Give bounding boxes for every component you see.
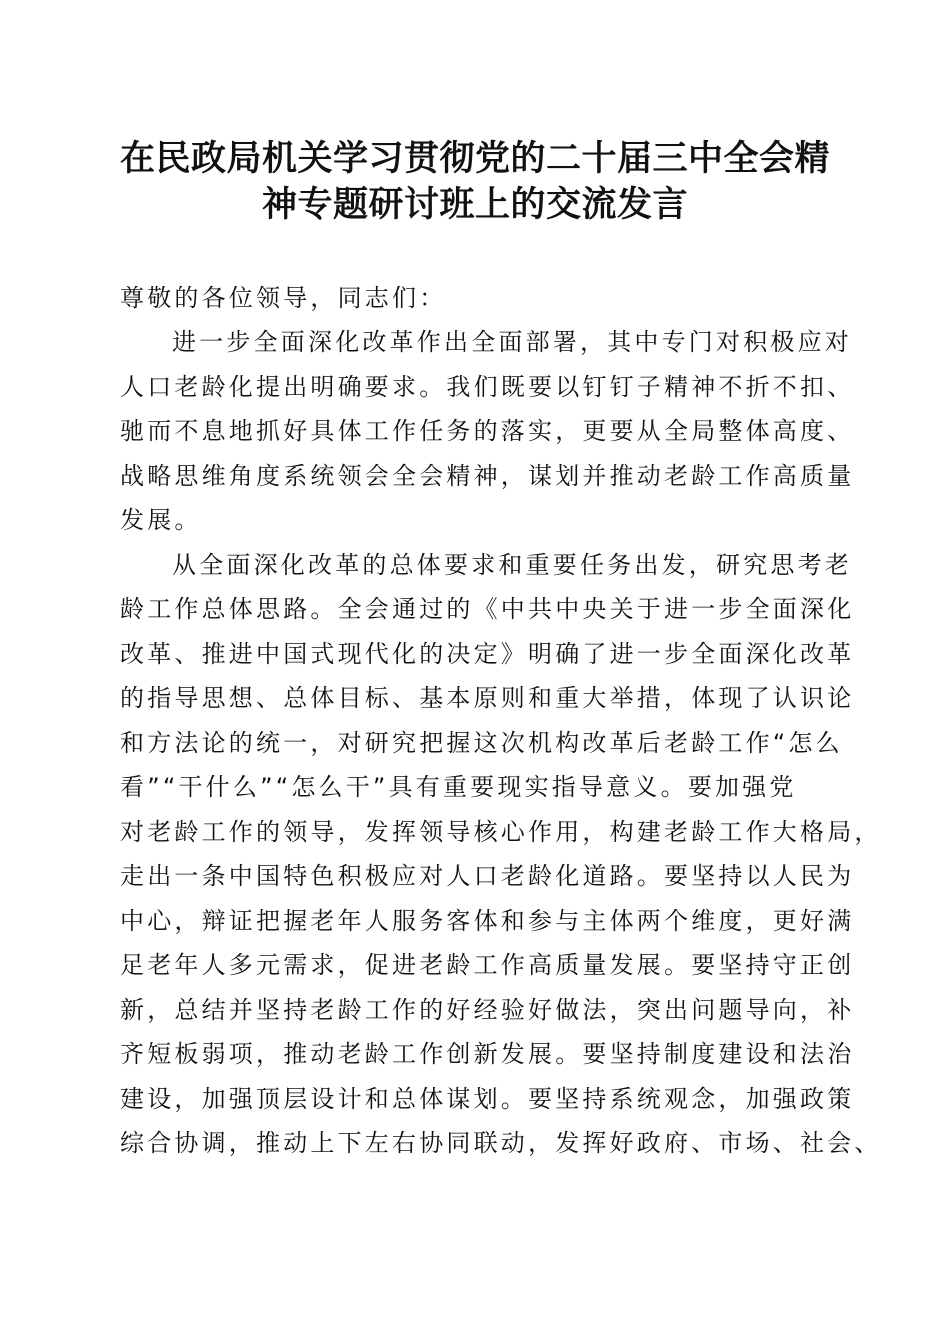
paragraph-2-line: 龄工作总体思路。全会通过的《中共中央关于进一步全面深化 [120, 595, 855, 623]
paragraph-2-line: 综合协调，推动上下左右协同联动，发挥好政府、市场、社会、 [120, 1129, 882, 1157]
paragraph-2-line: 和方法论的统一，对研究把握这次机构改革后老龄工作“怎么 [120, 729, 843, 757]
paragraph-2-line: 从全面深化改革的总体要求和重要任务出发，研究思考老 [172, 551, 852, 579]
paragraph-1-line: 人口老龄化提出明确要求。我们既要以钉钉子精神不折不扣、 [120, 373, 855, 401]
paragraph-2-line: 足老年人多元需求，促进老龄工作高质量发展。要坚持守正创 [120, 951, 855, 979]
paragraph-1-line: 发展。 [120, 506, 202, 534]
paragraph-2-line: 齐短板弱项，推动老龄工作创新发展。要坚持制度建设和法治 [120, 1040, 855, 1068]
paragraph-2-line: 走出一条中国特色积极应对人口老龄化道路。要坚持以人民为 [120, 862, 855, 890]
paragraph-1-line: 进一步全面深化改革作出全面部署，其中专门对积极应对 [172, 328, 852, 356]
paragraph-1-line: 驰而不息地抓好具体工作任务的落实，更要从全局整体高度、 [120, 417, 855, 445]
document-title [100, 136, 850, 228]
paragraph-2-line: 建设，加强顶层设计和总体谋划。要坚持系统观念，加强政策 [120, 1085, 855, 1113]
paragraph-2-line: 新，总结并坚持老龄工作的好经验好做法，突出问题导向，补 [120, 996, 855, 1024]
paragraph-2-line: 中心，辩证把握老年人服务客体和参与主体两个维度，更好满 [120, 907, 855, 935]
paragraph-2-line: 的指导思想、总体目标、基本原则和重大举措，体现了认识论 [120, 684, 855, 712]
paragraph-2-line: 改革、推进中国式现代化的决定》明确了进一步全面深化改革 [120, 640, 855, 668]
title-line: 神专题研讨班上的交流发言 [261, 184, 688, 225]
paragraph-2-line: 看”“干什么”“怎么干”具有重要现实指导意义。要加强党 [120, 773, 797, 801]
paragraph-1-line: 战略思维角度系统领会全会精神，谋划并推动老龄工作高质量 [120, 462, 855, 490]
paragraph-2-line: 对老龄工作的领导，发挥领导核心作用，构建老龄工作大格局， [120, 818, 882, 846]
title-line: 在民政局机关学习贯彻党的二十届三中全会精 [119, 138, 830, 179]
salutation: 尊敬的各位领导，同志们： [120, 284, 447, 312]
